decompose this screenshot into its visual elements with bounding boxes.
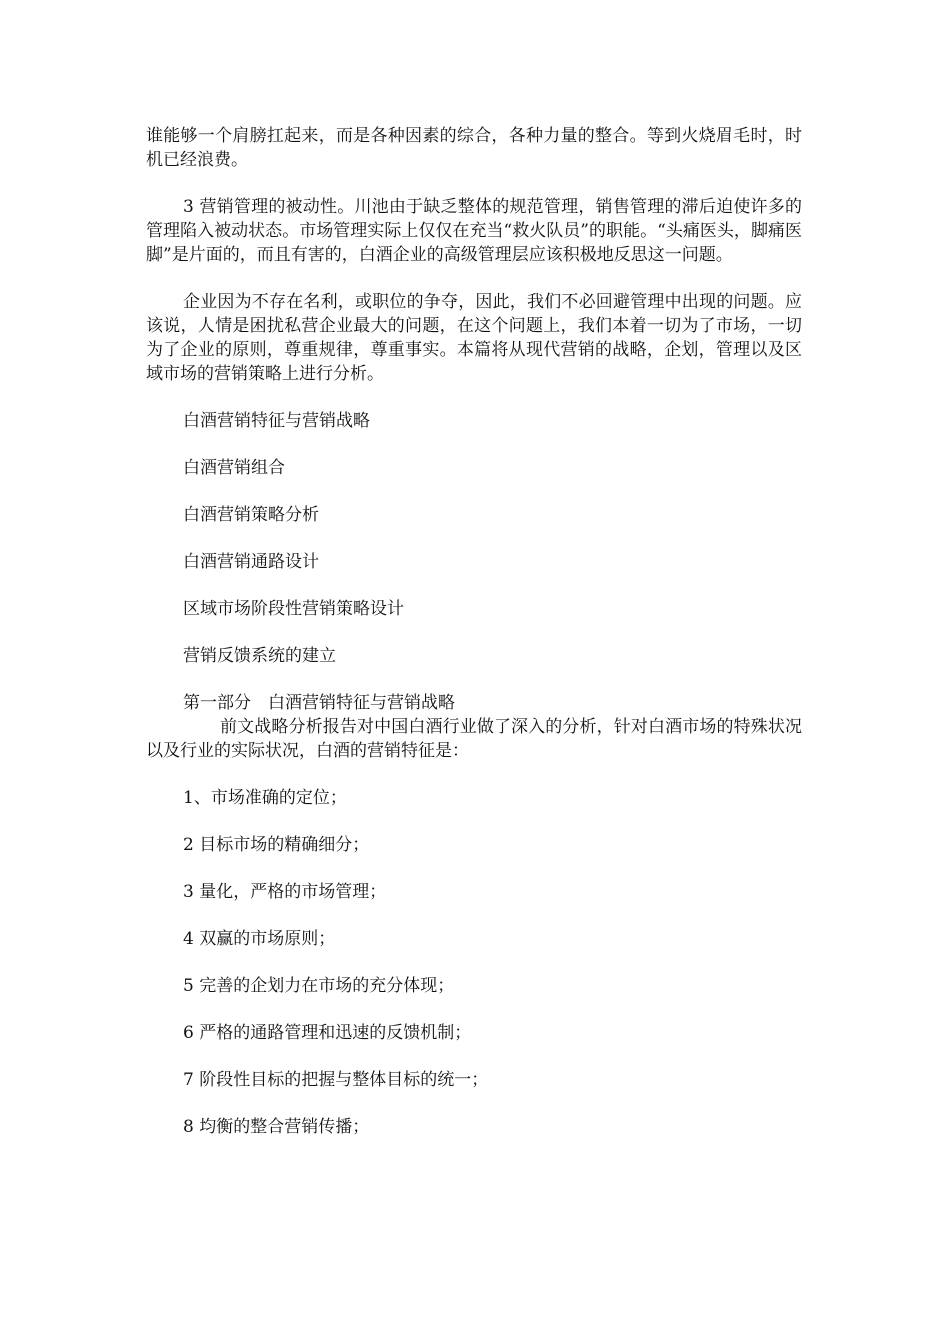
section-heading: 第一部分 白酒营销特征与营销战略 <box>183 693 455 713</box>
feature-item: 7 阶段性目标的把握与整体目标的统一； <box>183 1070 489 1090</box>
paragraph-intro: 企业因为不存在名利，或职位的争夺，因此，我们不必回避管理中出现的问题。应该说，人情是困扰私营企业最大的问题，在这个问题上，我们本着一切为了市场，一切为了企业的原则，尊重规律，尊重事实。本篇将从现代营销的战略，企划，管理以及区域市场的营销策略上进行分析。 <box>146 292 802 384</box>
outline-item: 白酒营销特征与营销战略 <box>183 411 370 431</box>
feature-item: 5 完善的企划力在市场的充分体现； <box>183 976 455 996</box>
feature-item: 4 双赢的市场原则； <box>183 929 336 949</box>
feature-item: 1、市场准确的定位； <box>183 788 347 808</box>
paragraph-continuation: 谁能够一个肩膀扛起来，而是各种因素的综合，各种力量的整合。等到火烧眉毛时，时机已经浪费。 <box>146 126 802 170</box>
outline-item: 区域市场阶段性营销策略设计 <box>183 599 404 619</box>
feature-item: 6 严格的通路管理和迅速的反馈机制； <box>183 1023 472 1043</box>
outline-item: 营销反馈系统的建立 <box>183 646 336 666</box>
features-list <box>146 786 802 1139</box>
section-intro: 前文战略分析报告对中国白酒行业做了深入的分析，针对白酒市场的特殊状况以及行业的实际状况，白酒的营销特征是： <box>146 717 802 761</box>
outline-list <box>146 409 802 668</box>
feature-item: 8 均衡的整合营销传播； <box>183 1117 370 1137</box>
paragraph-passive-management: 3 营销管理的被动性。川池由于缺乏整体的规范管理，销售管理的滞后迫使许多的管理陷入被动状态。市场管理实际上仅仅在充当“救火队员”的职能。“头痛医头，脚痛医脚”是片面的，而且有害的，白酒企业的高级管理层应该积极地反思这一问题。 <box>146 197 802 265</box>
feature-item: 2 目标市场的精确细分； <box>183 835 370 855</box>
document-body <box>146 124 802 1139</box>
outline-item: 白酒营销通路设计 <box>183 552 319 572</box>
outline-item: 白酒营销策略分析 <box>183 505 319 525</box>
feature-item: 3 量化，严格的市场管理； <box>183 882 387 902</box>
outline-item: 白酒营销组合 <box>183 458 285 478</box>
